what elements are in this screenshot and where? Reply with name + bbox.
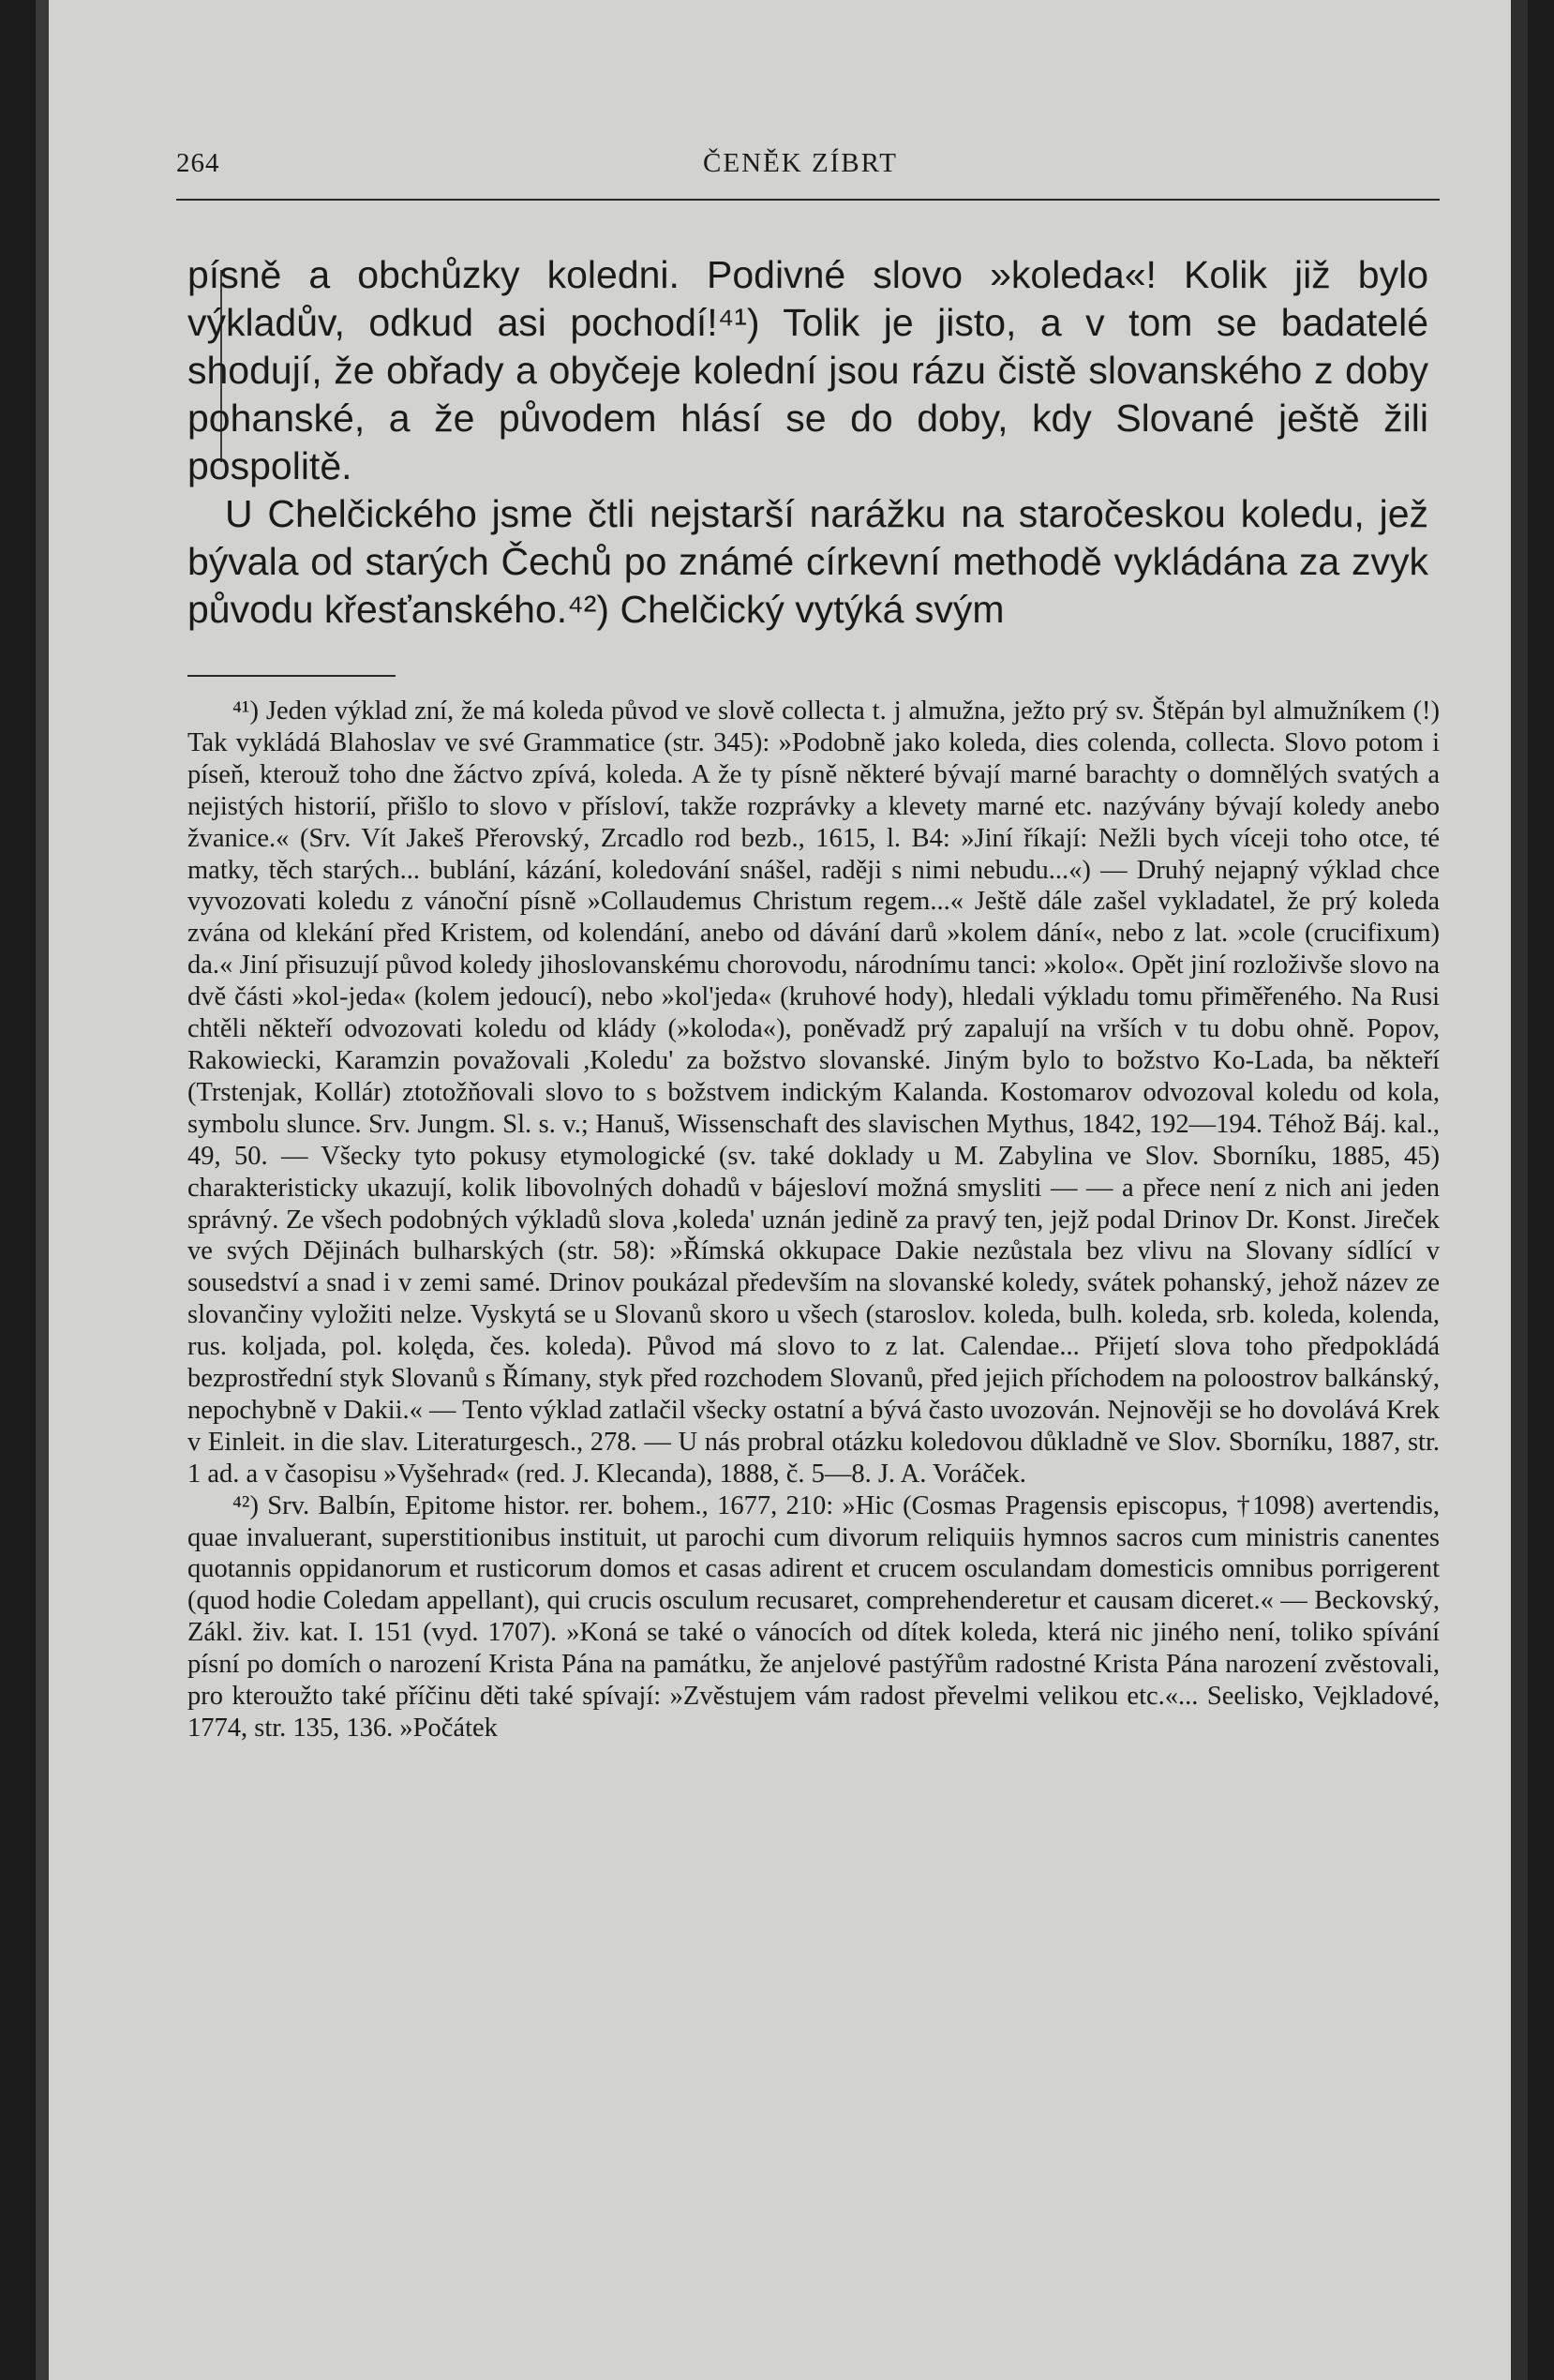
footnote-rule [187,675,396,677]
running-title: ČENĚK ZÍBRT [703,148,898,178]
main-paragraph: písně a obchůzky koledni. Podivné slovo »koleda«! Kolik již bylo výkladův, odkud asi pochodí!⁴¹) Tolik je jisto, a v tom se badatelé shodují, že obřady a obyčeje kolední jsou rázu čistě slovanského z doby pohanské, a že původem hlásí se do doby, kdy Slované ještě žili pospolitě. [187,253,1428,487]
main-text [187,251,1428,634]
footnote-42: ⁴²) Srv. Balbín, Epitome histor. rer. bohem., 1677, 210: »Hic (Cosmas Pragensis episcopus, †1098) avertendis, quae invaluerant, superstitionibus instituit, ut parochi cum divorum reliquiis hymnos sacros cum ministris canentes quotannis oppidanorum et rusticorum domos et casas adirent et crucem osculandam domesticis omnibus porrigerent (quod hodie Coledam appellant), qui crucis osculum recusaret, comprehenderetur et causam diceret.« — Beckovský, Zákl. živ. kat. I. 151 (vyd. 1707). »Koná se také o vánocích od dítek koleda, která nic jiného není, toliko spívání písní po domích o narození Krista Pána na památku, že anjelové pastýřům radostné Krista Pána narození zvěstovali, pro kteroužto také příčinu děti také spívají: »Zvěstujem vám radost převelmi velikou etc.«... Seelisko, Vejkladové, 1774, str. 135, 136. »Počátek [187,1490,1440,1743]
footnotes [187,696,1440,1744]
page-header [176,148,1425,186]
page-number: 264 [176,148,220,178]
main-paragraph: U Chelčického jsme čtli nejstarší narážku na staročeskou koledu, jež bývala od starých Čechů po známé církevní methodě vykládána za zvyk původu křesťanského.⁴²) Chelčický vytýká svým [187,492,1428,631]
header-rule [176,199,1440,201]
footnote-41: ⁴¹) Jeden výklad zní, že má koleda původ ve slově collecta t. j almužna, ježto prý sv. Štěpán byl almužníkem (!) Tak vykládá Blahoslav ve své Grammatice (str. 345): »Podobně jako koleda, dies colenda, collecta. Slovo potom i píseň, kterouž toho dne žáctvo zpívá, koleda. A že ty písně některé bývají marné barachty o domnělých svatých a nejistých historií, přišlo to slovo v přísloví, takže rozprávky a klevety marné etc. nazývány bývají koledy anebo žvanice.« (Srv. Vít Jakeš Přerovský, Zrcadlo rod bezb., 1615, l. B4: »Jiní říkají: Nežli bych víceji toho otce, té matky, těch starých... bublání, kázání, koledování snášel, raději s nimi nebudu...«) — Druhý nejapný výklad chce vyvozovati koledu z vánoční písně »Collaudemus Christum regem...« Ještě dále zašel vykladatel, že prý koleda zvána od klekání před Kristem, od kolendání, anebo od dávání darů »kolem dání«, nebo z lat. »cole (crucifixum) da.« Jiní přisuzují původ koledy jihoslovanskému chorovodu, národnímu tanci: »kolo«. Opět jiní rozloživše slovo na dvě části »kol-jeda« (kolem jedoucí), nebo »kol'jeda« (kruhové hody), hledali výkladu tomu přiměřeného. Na Rusi chtěli někteří odvozovati koledu od klády (»koloda«), poněvadž prý zapalují na vrších v tu dobu ohně. Popov, Rakowiecki, Karamzin považovali ,Koledu' za božstvo slovanské. Jiným bylo to božstvo Ko-Lada, ba někteří (Trstenjak, Kollár) ztotožňovali slovo to s božstvem indickým Kalanda. Kostomarov odvozoval koledu od kola, symbolu slunce. Srv. Jungm. Sl. s. v.; Hanuš, Wissenschaft des slavischen Mythus, 1842, 192—194. Téhož Báj. kal., 49, 50. — Všecky tyto pokusy etymologické (sv. také doklady u M. Zabylina ve Slov. Sborníku, 1885, 45) charakteristicky ukazují, kolik libovolných dohadů v bájesloví možná smysliti — — a přece není z nich ani jeden správný. Ze všech podobných výkladů slova ,koleda' uznán jedině za pravý ten, jejž podal Drinov Dr. Konst. Jireček ve svých Dějinách bulharských (str. 58): »Římská okkupace Dakie nezůstala bez vlivu na Slovany sídlící v sousedství a snad i v zemi samé. Drinov poukázal především na slovanské koledy, svátek pohanský, jehož název ze slovančiny vyložiti nelze. Vyskytá se u Slovanů skoro u všech (staroslov. koleda, bulh. koleda, srb. koleda, kolenda, rus. koljada, pol. kolęda, čes. koleda). Původ má slovo to z lat. Calendae... Přijetí slova toho předpokládá bezprostřední styk Slovanů s Římany, styk před rozchodem Slovanů, před jejich příchodem na poloostrov balkánský, nepochybně v Dakii.« — Tento výklad zatlačil všecky ostatní a bývá často uvozován. Nejnověji se ho dovolává Krek v Einleit. in die slav. Literaturgesch., 278. — U nás probral otázku koledovou důkladně ve Slov. Sborníku, 1887, str. 1 ad. a v časopisu »Vyšehrad« (red. J. Klecanda), 1888, č. 5—8. J. A. Voráček. [187,696,1440,1489]
